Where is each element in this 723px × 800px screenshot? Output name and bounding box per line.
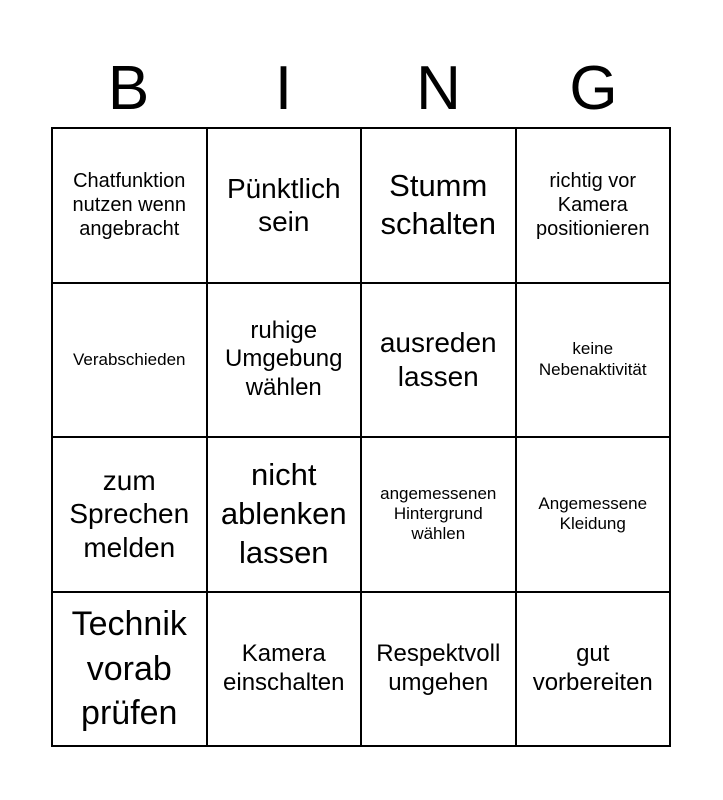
header-letter-g: G bbox=[569, 54, 618, 123]
bingo-cell[interactable] bbox=[516, 437, 671, 592]
bingo-cell-text: richtig vor Kamera positionieren bbox=[536, 170, 650, 241]
bingo-board bbox=[51, 127, 671, 747]
bingo-cell[interactable] bbox=[52, 437, 207, 592]
bingo-cell-text: nicht ablenken lassen bbox=[220, 457, 347, 570]
bingo-cell-text: ausreden lassen bbox=[379, 327, 497, 392]
bingo-header bbox=[51, 50, 671, 128]
bingo-cell[interactable] bbox=[52, 128, 207, 283]
bingo-cell[interactable] bbox=[361, 283, 516, 438]
bingo-cell[interactable] bbox=[361, 128, 516, 283]
bingo-cell-text: Stumm schalten bbox=[380, 167, 496, 242]
header-letter-i: I bbox=[274, 54, 293, 123]
bingo-cell-text: gut vorbereiten bbox=[532, 639, 653, 696]
header-letter-b: B bbox=[107, 54, 150, 123]
bingo-cell-text: zum Sprechen melden bbox=[69, 464, 190, 564]
bingo-cell[interactable] bbox=[207, 128, 362, 283]
bingo-cell-text: Chatfunktion nutzen wenn angebracht bbox=[72, 170, 186, 241]
bingo-cell[interactable] bbox=[207, 283, 362, 438]
bingo-cell-text: Respektvoll umgehen bbox=[376, 639, 501, 696]
bingo-cell[interactable] bbox=[516, 592, 671, 747]
bingo-cell[interactable] bbox=[516, 128, 671, 283]
bingo-cell-text: Verabschieden bbox=[73, 349, 186, 369]
bingo-cell-text: Angemessene Kleidung bbox=[538, 493, 648, 534]
bingo-cell-text: Pünktlich sein bbox=[226, 172, 341, 238]
bingo-cell[interactable] bbox=[361, 592, 516, 747]
bingo-cell[interactable] bbox=[52, 283, 207, 438]
bingo-cell[interactable] bbox=[207, 437, 362, 592]
header-letter-n: N bbox=[416, 54, 461, 123]
bingo-cell-text: angemessenen Hintergrund wählen bbox=[380, 483, 497, 544]
bingo-cell-text: keine Nebenaktivität bbox=[538, 339, 647, 379]
bingo-cell[interactable] bbox=[52, 592, 207, 747]
bingo-cell-text: ruhige Umgebung wählen bbox=[225, 316, 343, 402]
bingo-cell-text: Technik vorab prüfen bbox=[71, 605, 187, 732]
bingo-cell[interactable] bbox=[361, 437, 516, 592]
bingo-cell[interactable] bbox=[207, 592, 362, 747]
bingo-cell[interactable] bbox=[516, 283, 671, 438]
bingo-cell-text: Kamera einschalten bbox=[223, 639, 345, 696]
